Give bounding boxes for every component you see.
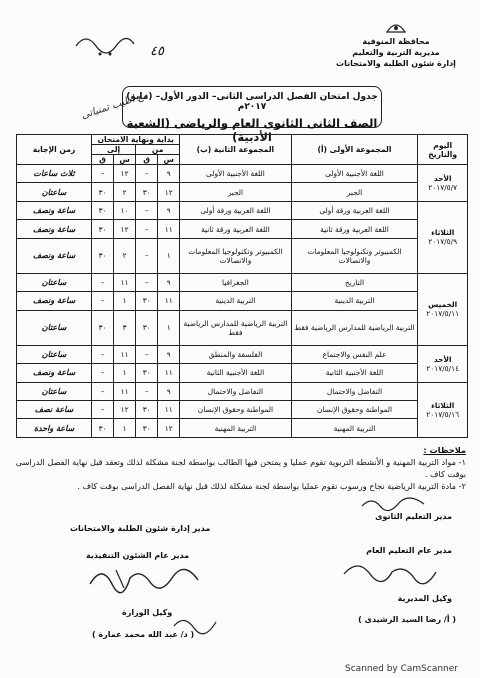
- header-to-h: س: [114, 155, 136, 165]
- sig-deputy-ministry: وكيل الوزارة: [122, 608, 173, 617]
- to-hour-cell: ١: [114, 419, 136, 438]
- header-line-2: مديرية التربية والتعليم: [352, 48, 440, 57]
- group1-cell: علم النفس والاجتماع: [291, 345, 418, 363]
- duration-cell: ساعتان: [17, 273, 92, 291]
- day-date: ٢٠١٧/٥/٩: [428, 237, 458, 247]
- signature-scribble-3: [358, 494, 428, 512]
- to-minute-cell: –: [92, 292, 114, 310]
- group1-cell: التربية المهنية: [291, 419, 418, 438]
- from-hour-cell: ٩: [158, 201, 180, 219]
- group2-cell: اللغة العربية ورقة أولى: [180, 201, 291, 219]
- ministry-header: [326, 20, 466, 69]
- to-minute-cell: ٣٠: [92, 201, 114, 219]
- to-minute-cell: –: [92, 364, 114, 382]
- group1-cell: المواطنة وحقوق الإنسان: [291, 401, 418, 419]
- to-hour-cell: ١١: [114, 273, 136, 291]
- sig-director-secondary: مدير التعليم الثانوى: [375, 512, 452, 521]
- group1-cell: التربية الرياضية للمدارس الرياضية فقط: [291, 310, 418, 345]
- group2-cell: المواطنة وحقوق الإنسان: [180, 401, 291, 419]
- to-hour-cell: ١٢: [114, 401, 136, 419]
- to-minute-cell: ٣٠: [92, 220, 114, 238]
- group1-cell: الجبر: [291, 183, 418, 201]
- from-hour-cell: ١١: [158, 220, 180, 238]
- table-row: [17, 273, 468, 291]
- day-name: الأحد: [433, 173, 452, 183]
- from-hour-cell: ٩: [158, 345, 180, 363]
- header-duration: زمن الإجابة: [17, 135, 92, 165]
- day-cell: [418, 165, 468, 202]
- table-row: [17, 310, 468, 345]
- day-cell: [418, 201, 468, 273]
- day-date: ٢٠١٧/٥/١٦: [426, 409, 460, 419]
- from-hour-cell: ١١: [158, 401, 180, 419]
- group1-cell: اللغة العربية ورقة ثانية: [291, 220, 418, 238]
- table-row: [17, 401, 468, 419]
- duration-cell: ساعتان: [17, 310, 92, 345]
- table-row: [17, 419, 468, 438]
- group1-cell: اللغة الأجنبية الثانية: [291, 364, 418, 382]
- group2-cell: الفلسفة والمنطق: [180, 345, 291, 363]
- table-row: [17, 183, 468, 201]
- table-row: [17, 220, 468, 238]
- scanner-footer: Scanned by CamScanner: [345, 664, 458, 674]
- day-date: ٢٠١٧/٥/١٤: [426, 363, 460, 373]
- to-minute-cell: –: [92, 401, 114, 419]
- to-hour-cell: ٣: [114, 310, 136, 345]
- to-minute-cell: –: [92, 273, 114, 291]
- to-hour-cell: ٢: [114, 183, 136, 201]
- notes-heading: ملاحظات :: [423, 445, 466, 455]
- from-hour-cell: ١١: [158, 364, 180, 382]
- day-cell: [418, 382, 468, 437]
- table-row: [17, 345, 468, 363]
- duration-cell: ساعة ونصف: [17, 201, 92, 219]
- sig-deputy-directorate: وكيل المديرية: [397, 594, 452, 603]
- to-hour-cell: ١: [114, 292, 136, 310]
- margin-note: مع اطيب تمنياتى: [79, 89, 150, 122]
- to-minute-cell: ٣٠: [92, 238, 114, 273]
- from-minute-cell: ٣٠: [136, 364, 158, 382]
- from-minute-cell: ٣٠: [136, 401, 158, 419]
- signature-scribble-4: [170, 612, 220, 636]
- header-to: إلى: [92, 145, 136, 155]
- from-minute-cell: –: [136, 238, 158, 273]
- to-hour-cell: ١١: [114, 382, 136, 400]
- duration-cell: ساعة ونصف: [17, 238, 92, 273]
- group2-cell: الجبر: [180, 183, 291, 201]
- from-hour-cell: ٩: [158, 165, 180, 183]
- to-hour-cell: ١: [114, 364, 136, 382]
- from-hour-cell: ١٢: [158, 419, 180, 438]
- to-minute-cell: ٣٠: [92, 419, 114, 438]
- day-cell: [418, 273, 468, 345]
- sig-director-exams: مدير إدارة شئون الطلبة والامتحانات: [70, 524, 211, 533]
- from-minute-cell: ٣٠: [136, 183, 158, 201]
- duration-cell: ساعة ونصف: [17, 292, 92, 310]
- day-name: الخميس: [428, 300, 458, 310]
- ministry-seal-icon: [385, 20, 407, 34]
- table-row: [17, 364, 468, 382]
- duration-cell: ساعة ونصف: [17, 220, 92, 238]
- duration-cell: ساعتان: [17, 183, 92, 201]
- header-day: اليوم والتاريخ: [418, 135, 468, 165]
- from-hour-cell: ٩: [158, 273, 180, 291]
- group2-cell: اللغة الأجنبية الثانية: [180, 364, 291, 382]
- day-name: الثلاثاء: [431, 228, 455, 238]
- to-hour-cell: ١٢: [114, 220, 136, 238]
- schedule-body: [17, 165, 468, 438]
- group2-cell: اللغة العربية ورقة ثانية: [180, 220, 291, 238]
- header-from-m: ق: [136, 155, 158, 165]
- header-time: بداية ونهاية الامتحان: [92, 135, 180, 145]
- table-row: [17, 165, 468, 183]
- table-row: [17, 201, 468, 219]
- group2-cell: اللغة الأجنبية الأولى: [180, 165, 291, 183]
- from-hour-cell: ١: [158, 238, 180, 273]
- day-date: ٢٠١٧/٥/١١: [426, 309, 460, 319]
- duration-cell: ساعة نصف: [17, 401, 92, 419]
- from-minute-cell: –: [136, 220, 158, 238]
- to-minute-cell: –: [92, 382, 114, 400]
- group1-cell: الكمبيوتر وتكنولوجيا المعلومات والاتصالات: [291, 238, 418, 273]
- from-hour-cell: ٩: [158, 382, 180, 400]
- group2-cell: التربية الرياضية للمدارس الرياضية فقط: [180, 310, 291, 345]
- day-date: ٢٠١٧/٥/٧: [428, 182, 458, 192]
- group2-cell: التربية المهنية: [180, 419, 291, 438]
- to-minute-cell: ٣٠: [92, 310, 114, 345]
- exam-title: جدول امتحان الفصل الدراسى الثانى– الدور الأول– (مايو) ٢٠١٧م: [126, 92, 378, 112]
- table-row: [17, 238, 468, 273]
- day-name: الأحد: [433, 354, 452, 364]
- to-hour-cell: ١١: [114, 345, 136, 363]
- to-hour-cell: ٢: [114, 238, 136, 273]
- header-group2: المجموعة الثانية (ب): [180, 135, 291, 165]
- group2-cell: الكمبيوتر وتكنولوجيا المعلومات والاتصالات: [180, 238, 291, 273]
- sig-deputy-name: ( د/ عبد الله محمد عمارة ): [92, 630, 195, 639]
- from-hour-cell: ١٢: [158, 183, 180, 201]
- page-number: ٤٥: [150, 44, 164, 59]
- from-hour-cell: ١: [158, 310, 180, 345]
- header-from: من: [136, 145, 180, 155]
- from-minute-cell: ٣٠: [136, 310, 158, 345]
- header-group1: المجموعة الأولى (أ): [291, 135, 418, 165]
- sig-director-general: مدير عام التعليم العام: [366, 546, 452, 555]
- signature-scribble-2: [340, 556, 440, 586]
- day-name: الثلاثاء: [431, 400, 455, 410]
- to-hour-cell: ١٠: [114, 201, 136, 219]
- day-cell: [418, 345, 468, 382]
- signature-scribble-1: [86, 562, 206, 596]
- from-minute-cell: –: [136, 165, 158, 183]
- exam-schedule-table: [16, 134, 468, 438]
- duration-cell: ساعة واحدة: [17, 419, 92, 438]
- from-minute-cell: –: [136, 201, 158, 219]
- table-row: [17, 382, 468, 400]
- group1-cell: التاريخ: [291, 273, 418, 291]
- from-hour-cell: ١١: [158, 292, 180, 310]
- to-minute-cell: ٣٠: [92, 183, 114, 201]
- from-minute-cell: ٣٠: [136, 292, 158, 310]
- grade-title: الصف الثانى الثانوى العام والرياضى (الشعبة الأدبية): [126, 116, 378, 144]
- duration-cell: ساعتان: [17, 382, 92, 400]
- header-to-m: ق: [92, 155, 114, 165]
- table-row: [17, 292, 468, 310]
- notes-section: [14, 444, 466, 492]
- from-minute-cell: –: [136, 382, 158, 400]
- note-item-2: ٢- مادة التربية الرياضية نجاح ورسوب تقوم عمليا بواسطة لجنة مشكلة لذلك قبل نهاية الفصل الدراسى بوقت كاف .: [77, 481, 466, 491]
- duration-cell: ثلاث ساعات: [17, 165, 92, 183]
- group1-cell: التربية الدينية: [291, 292, 418, 310]
- group2-cell: الجغرافيا: [180, 273, 291, 291]
- from-minute-cell: ٣٠: [136, 419, 158, 438]
- group2-cell: التفاضل والاحتمال: [180, 382, 291, 400]
- from-minute-cell: –: [136, 273, 158, 291]
- group1-cell: اللغة الأجنبية الأولى: [291, 165, 418, 183]
- from-minute-cell: –: [136, 345, 158, 363]
- sig-deputy-directorate-name: ( أ/ رضا السيد الرشيدى ): [358, 615, 456, 624]
- group1-cell: التفاضل والاحتمال: [291, 382, 418, 400]
- group1-cell: اللغة العربية ورقة أولى: [291, 201, 418, 219]
- note-item-1: ١- مواد التربية المهنية و الأنشطة التربوية تقوم عمليا و يمتحن فيها الطالب بواسطة لجنة مشكلة لذلك وتعقد قبل نهاية الفصل الدراسى بوقت كاف .: [15, 457, 466, 479]
- duration-cell: ساعة ونصف: [17, 364, 92, 382]
- to-minute-cell: –: [92, 345, 114, 363]
- header-line-1: محافظة المنوفية: [362, 37, 430, 46]
- sig-director-exec: مدير عام الشئون التنفيذية: [86, 551, 190, 560]
- group2-cell: التربية الدينية: [180, 292, 291, 310]
- header-from-h: س: [158, 155, 180, 165]
- to-hour-cell: ١٢: [114, 165, 136, 183]
- duration-cell: ساعتان: [17, 345, 92, 363]
- to-minute-cell: –: [92, 165, 114, 183]
- header-line-3: إدارة شئون الطلبة والامتحانات: [336, 59, 456, 68]
- handwritten-mark-icon: [70, 28, 140, 62]
